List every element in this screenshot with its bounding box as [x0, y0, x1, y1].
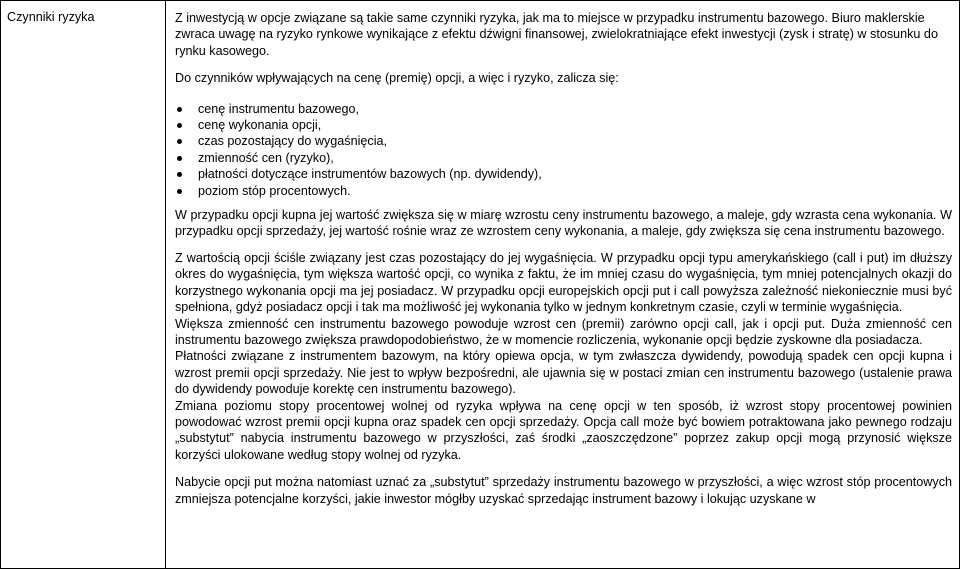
- bullet-icon: [177, 156, 182, 161]
- bullet-icon: [177, 139, 182, 144]
- dividends-paragraph: Płatności związane z instrumentem bazowym, na który opiewa opcja, w tym zwłaszcza dywidendy, powodują spadek cen opcji kupna i wzrost premii opcji sprzedaży. Nie jest to wpływ bezpośredni, ale ujawnia się w postaci zmian cen instrumentu bazowego (ustalenie prawa do dywidendy powoduje korektę cen instrumentu bazowego).: [175, 349, 952, 397]
- table-row: [1, 1, 960, 569]
- bullet-icon: [177, 123, 182, 128]
- bullet-icon: [177, 172, 182, 177]
- list-item: cenę wykonania opcji,: [198, 117, 952, 133]
- content-cell: [166, 1, 960, 569]
- label-cell: [1, 1, 166, 569]
- factors-lead: Do czynników wpływających na cenę (premię) opcji, a więc i ryzyko, zalicza się:: [175, 71, 619, 86]
- interest-rate-paragraph: Zmiana poziomu stopy procentowej wolnej od ryzyka wpływa na cenę opcji w ten sposób, iż wzrost stopy procentowej powinien powodować wzrost premii opcji kupna oraz spadek cen opcji sprzedaży. Opcja call może być bowiem potraktowana jako pewnego rodzaju „substytut” nabycia instrumentu bazowego w przyszłości, zaś środki „zaoszczędzone” poprzez zakup opcji mogą przynosić większe korzyści ulokowane według stopy wolnej od ryzyka.: [175, 398, 952, 462]
- call-put-value-paragraph: W przypadku opcji kupna jej wartość zwiększa się w miarę wzrostu ceny instrumentu bazowego, a maleje, gdy wzrasta cena wykonania. W przypadku opcji sprzedaży, jej wartość rośnie wraz ze wzrostem ceny wykonania, a maleje, gdy zwiększa się cena instrumentu bazowego.: [175, 208, 952, 239]
- list-item: czas pozostający do wygaśnięcia,: [198, 133, 952, 149]
- list-item: poziom stóp procentowych.: [198, 183, 952, 199]
- list-item: zmienność cen (ryzyko),: [198, 150, 952, 166]
- bullet-icon: [177, 189, 182, 194]
- bullet-icon: [177, 107, 182, 112]
- intro-paragraph: Z inwestycją w opcje związane są takie same czynniki ryzyka, jak ma to miejsce w przypadku instrumentu bazowego. Biuro maklerskie zwraca uwagę na ryzyko rynkowe wynikające z efektu dźwigni finansowej, zwielokratniające efekt inwestycji (zysk i stratę) w stosunku do rynku kasowego.: [175, 11, 938, 58]
- volatility-paragraph: Większa zmienność cen instrumentu bazowego powoduje wzrost cen (premii) zarówno opcji call, jak i opcji put. Duża zmienność cen instrumentu bazowego zwiększa prawdopodobieństwo, że w momencie rozliczenia, wykonanie opcji będzie zyskowne dla posiadacza.: [175, 316, 952, 347]
- list-item: cenę instrumentu bazowego,: [198, 101, 952, 117]
- list-item: płatności dotyczące instrumentów bazowych (np. dywidendy),: [198, 166, 952, 182]
- factors-list: [175, 101, 952, 199]
- time-to-expiry-paragraph: Z wartością opcji ściśle związany jest czas pozostający do jej wygaśnięcia. W przypadku opcji typu amerykańskiego (call i put) im dłuższy okres do wygaśnięcia, tym większa wartość opcji, co wynika z faktu, że im mniej czasu do wygaśnięcia, tym mniej potencjalnych okazji do korzystnego wykonania opcji ma jej posiadacz. W przypadku opcji europejskich opcji put i call powyższa zależność niekoniecznie musi być spełniona, gdyż posiadacz opcji i tak ma możliwość jej wykonania tylko w jednym konkretnym czasie, czyli w terminie wygaśnięcia.: [175, 250, 952, 315]
- row-label: Czynniki ryzyka: [7, 10, 95, 24]
- put-substitute-paragraph: Nabycie opcji put można natomiast uznać za „substytut” sprzedaży instrumentu bazowego w przyszłości, a więc wzrost stóp procentowych zmniejsza potencjalne korzyści, jakie inwestor mógłby uzyskać sprzedając instrument bazowy i lokując uzyskane w: [175, 475, 952, 506]
